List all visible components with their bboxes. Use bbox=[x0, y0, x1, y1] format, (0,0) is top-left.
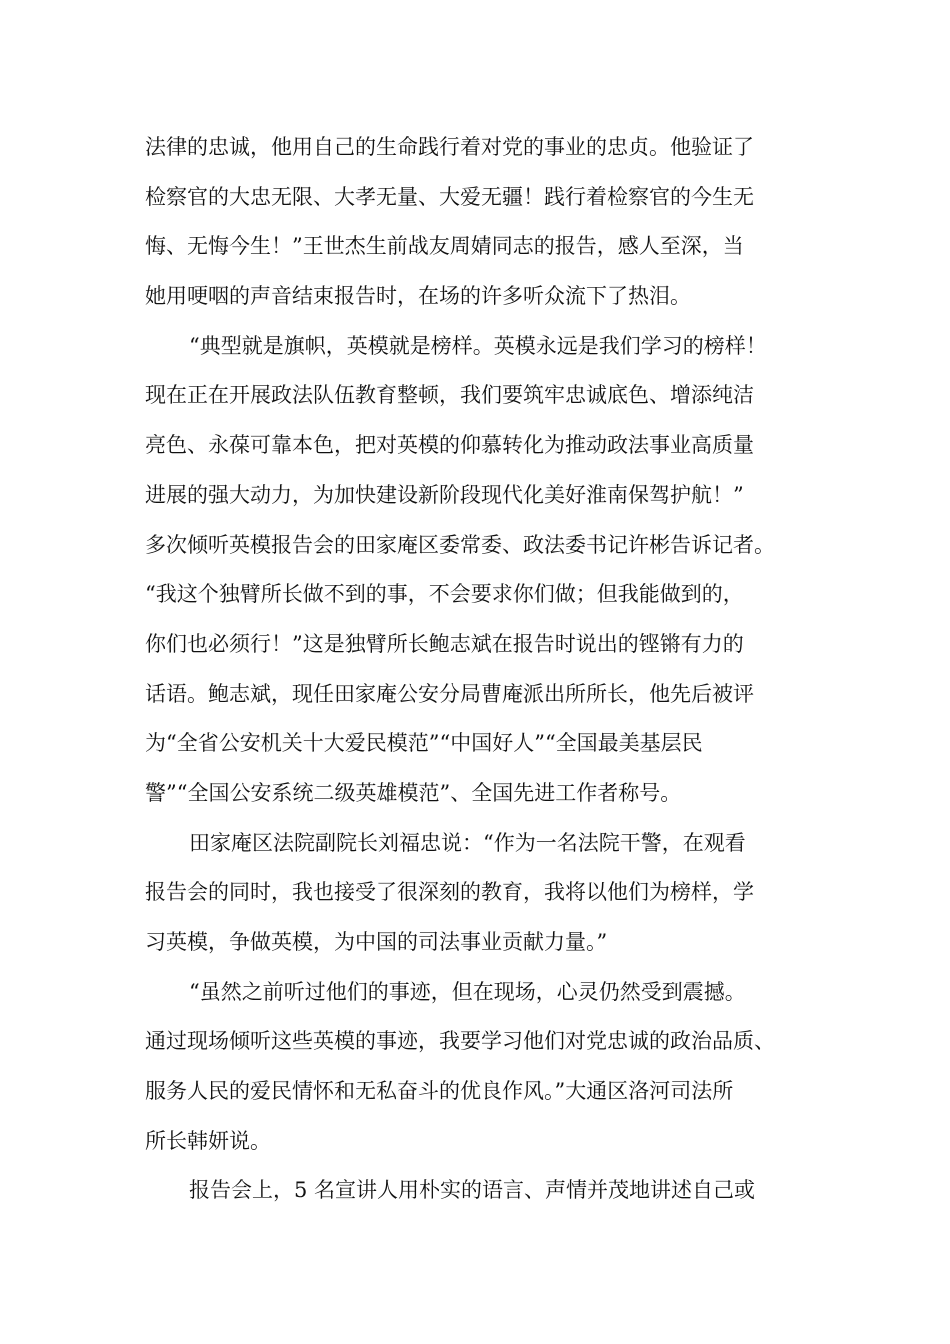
text-line: 习英模，争做英模，为中国的司法事业贡献力量。” bbox=[145, 930, 608, 954]
text-line: 警”“全国公安系统二级英雄模范”、全国先进工作者称号。 bbox=[145, 780, 682, 805]
text-line: 多次倾听英模报告会的田家庵区委常委、政法委书记许彬告诉记者。 bbox=[145, 532, 775, 557]
text-line: 检察官的大忠无限、大孝无量、大爱无疆！践行着检察官的今生无 bbox=[145, 184, 754, 209]
body-text bbox=[145, 127, 835, 1220]
text-line: 话语。鲍志斌，现任田家庵公安分局曹庵派出所所长，他先后被评 bbox=[145, 681, 754, 706]
text-line: 她用哽咽的声音结束报告时，在场的许多听众流下了热泪。 bbox=[145, 284, 691, 309]
text-line: 法律的忠诚，他用自己的生命践行着对党的事业的忠贞。他验证了 bbox=[145, 135, 754, 159]
text-line: 报告会的同时，我也接受了很深刻的教育，我将以他们为榜样，学 bbox=[145, 880, 754, 905]
text-line: “虽然之前听过他们的事迹，但在现场，心灵仍然受到震撼。 bbox=[189, 979, 746, 1004]
text-line: 报告会上，5 名宣讲人用朴实的语言、声情并茂地讲述自己或 bbox=[189, 1178, 756, 1203]
text-line: “典型就是旗帜，英模就是榜样。英模永远是我们学习的榜样！ bbox=[189, 333, 767, 358]
text-line: 进展的强大动力，为加快建设新阶段现代化美好淮南保驾护航！” bbox=[145, 482, 744, 507]
text-line: 悔、无悔今生！”王世杰生前战友周婧同志的报告，感人至深，当 bbox=[145, 234, 744, 259]
text-line: 田家庵区法院副院长刘福忠说：“作为一名法院干警，在观看 bbox=[189, 830, 746, 855]
text-line: “我这个独臂所长做不到的事，不会要求你们做；但我能做到的， bbox=[145, 582, 744, 607]
text-line: 所长韩妍说。 bbox=[145, 1128, 271, 1153]
text-line: 亮色、永葆可靠本色，把对英模的仰慕转化为推动政法事业高质量 bbox=[145, 433, 754, 458]
text-line: 服务人民的爱民情怀和无私奋斗的优良作风。”大通区洛河司法所 bbox=[145, 1079, 734, 1104]
text-line: 你们也必须行！”这是独臂所长鲍志斌在报告时说出的铿锵有力的 bbox=[145, 631, 744, 656]
text-line: 现在正在开展政法队伍教育整顿，我们要筑牢忠诚底色、增添纯洁 bbox=[145, 383, 754, 408]
text-line: 通过现场倾听这些英模的事迹，我要学习他们对党忠诚的政治品质、 bbox=[145, 1029, 775, 1054]
text-line: 为“全省公安机关十大爱民模范”“中国好人”“全国最美基层民 bbox=[145, 731, 703, 756]
